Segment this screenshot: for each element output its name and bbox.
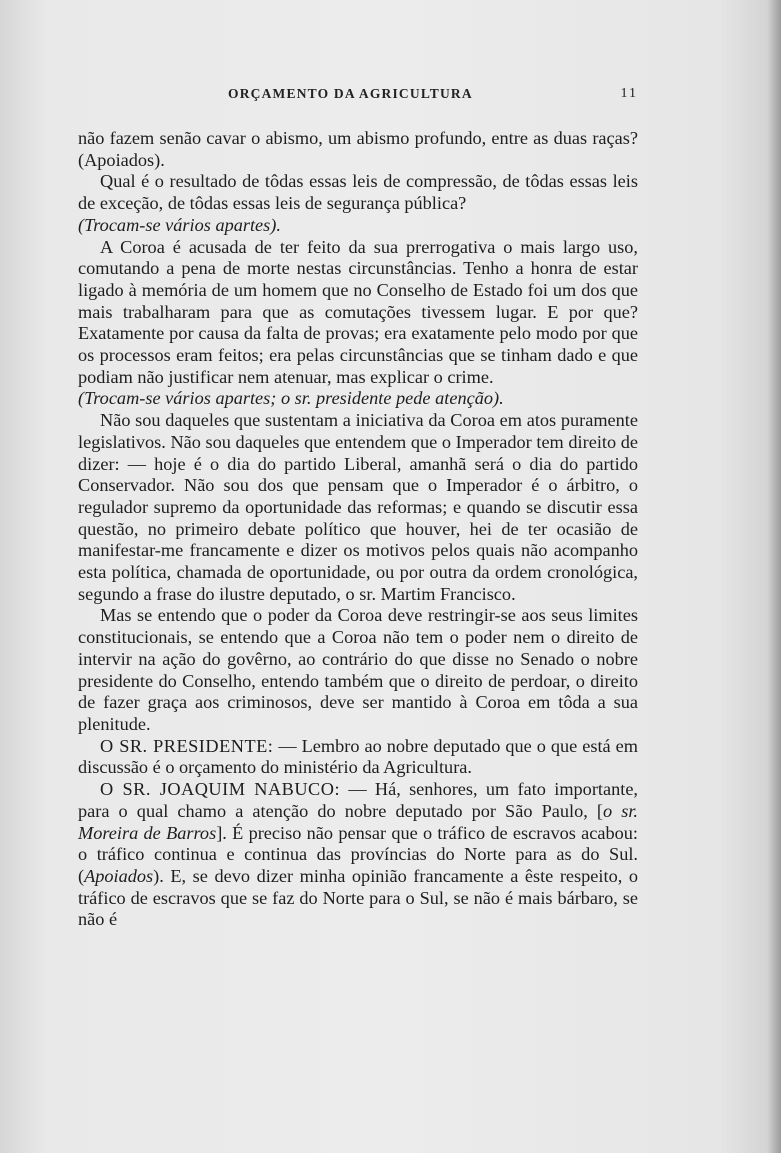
speech-text: ). E, se devo dizer minha opinião francamente a êste respeito, o tráfico de escravos que se faz do Norte para o Sul, se não é mais bárbaro, se não é bbox=[78, 865, 638, 930]
stage-direction: (Trocam-se vários apartes). bbox=[78, 214, 281, 235]
paragraph: Qual é o resultado de tôdas essas leis de compressão, de tôdas essas leis de exceção, de tôdas essas leis de segurança pública? bbox=[78, 171, 638, 214]
speaker-label: O SR. PRESIDENTE: bbox=[100, 735, 274, 756]
running-head bbox=[78, 86, 638, 106]
speech-nabuco bbox=[78, 779, 638, 931]
paragraph: Não sou daqueles que sustentam a iniciativa da Coroa em atos puramente legislativos. Não sou daqueles que entendem que o Imperador tem direito de dizer: — hoje é o dia do partido Liberal, amanhã será o dia do partido Conservador. Não sou dos que pensam que o Imperador é o árbitro, o regulador supremo da oportunidade das reformas; e quando se discutir essa questão, no primeiro debate político que houver, hei de ter ocasião de manifestar-me francamente e dizer os motivos pelos quais não acompanho esta política, chamada de oportunidade, ou por outra da ordem cronológica, segundo a frase do ilustre deputado, o sr. Martim Francisco. bbox=[78, 410, 638, 604]
paragraph: A Coroa é acusada de ter feito da sua prerrogativa o mais largo uso, comutando a pena de morte nestas circunstâncias. Tenho a honra de estar ligado à memória de um homem que no Conselho de Estado foi um dos que mais trabalharam para que as comutações tivessem lugar. E por que? Exatamente por causa da falta de provas; era exatamente pelo modo por que os processos eram feitos; era pelas circunstâncias que se tinham dado e que podiam não justificar nem atenuar, mas explicar o crime. bbox=[78, 236, 638, 387]
running-title: ORÇAMENTO DA AGRICULTURA bbox=[228, 86, 473, 101]
speech-text: — Há, senhores, um fato importante, para o qual chamo a atenção do nobre deputado por São Paulo, [ bbox=[78, 779, 638, 821]
speaker-label: O SR. JOAQUIM NABUCO: bbox=[100, 779, 341, 800]
paragraph: não fazem senão cavar o abismo, um abismo profundo, entre as duas raças? (Apoiados). bbox=[78, 128, 638, 170]
stage-direction: (Trocam-se vários apartes; o sr. presidente pede atenção). bbox=[78, 388, 504, 409]
speech-text: ]. É preciso não pensar que o tráfico de escravos acabou: o tráfico continua e continua das províncias do Norte para as do Sul. ( bbox=[78, 822, 638, 886]
paragraph: Mas se entendo que o poder da Coroa deve restringir-se aos seus limites constitucionais, se entendo que a Coroa não tem o poder nem o direito de intervir na ação do govêrno, ao contrário do que disse no Senado o nobre presidente do Conselho, entendo também que o direito de perdoar, o direito de fazer graça aos criminosos, deve ser mantido à Coroa em tôda a sua plenitude. bbox=[78, 605, 638, 734]
speech-president bbox=[78, 736, 638, 779]
speech-text: — Lembro ao nobre deputado que o que está em discussão é o orçamento do ministério da Agricultura. bbox=[78, 735, 638, 778]
page-edge-shadow bbox=[767, 0, 781, 1153]
bracket-reference: o sr. Moreira de Barros bbox=[78, 800, 638, 843]
page-number: 11 bbox=[620, 86, 638, 101]
body-text bbox=[78, 128, 638, 931]
apoiados-aside: Apoiados bbox=[84, 865, 154, 886]
